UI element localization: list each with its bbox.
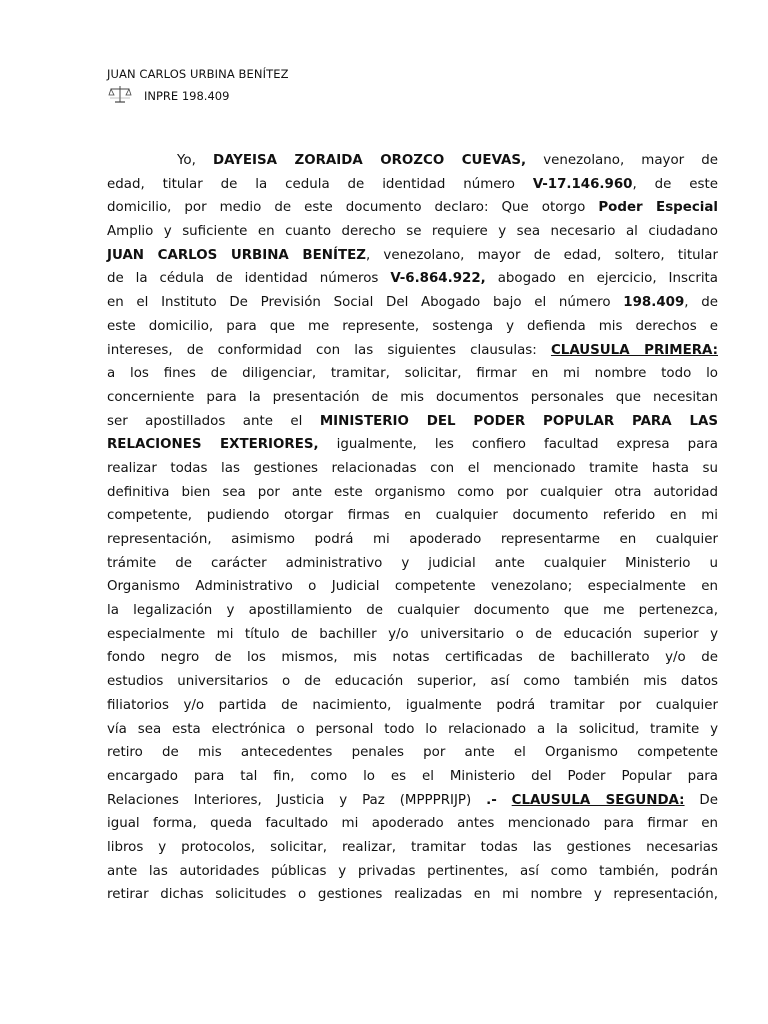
bold-text: 198.409 <box>623 295 685 311</box>
inpre-number: INPRE 198.409 <box>144 89 230 103</box>
text-run: trámite de carácter administrativo y judicial ante cualquier Ministerio u <box>107 555 718 571</box>
text-run: vía sea esta electrónica o personal todo lo relacionado a la solicitud, tramite y <box>107 721 718 737</box>
text-run: ser apostillados ante el <box>107 413 320 429</box>
bold-text: DAYEISA ZORAIDA OROZCO CUEVAS, <box>212 153 527 168</box>
text-line <box>107 386 718 410</box>
text-run: retiro de mis antecedentes penales por ante el Organismo competente <box>107 745 718 761</box>
text-line <box>107 433 718 457</box>
text-run: la legalización y apostillamiento de cualquier documento que me pertenezca, <box>107 603 718 619</box>
text-line <box>107 623 718 647</box>
text-run: concerniente para la presentación de mis documentos personales que necesitan <box>107 389 718 405</box>
text-run: retirar dichas solicitudes o gestiones realizadas en mi nombre y representación, <box>107 887 718 903</box>
power-of-attorney-text <box>107 149 718 907</box>
text-run: este domicilio, para que me represente, sostenga y defienda mis derechos e <box>107 318 718 334</box>
text-run: filiatorios y/o partida de nacimiento, igualmente podrá tramitar por cualquier <box>107 697 718 713</box>
header-credentials <box>108 83 229 105</box>
text-run: libros y protocolos, solicitar, realizar, tramitar todas las gestiones necesarias <box>107 839 718 855</box>
attorney-name-header: JUAN CARLOS URBINA BENÍTEZ <box>107 67 289 81</box>
text-run: en el Instituto De Previsión Social Del Abogado bajo el número <box>107 295 624 311</box>
text-run <box>497 793 512 808</box>
text-line <box>107 173 718 197</box>
text-run: , de <box>684 295 718 311</box>
bold-text: MINISTERIO DEL PODER POPULAR PARA LAS <box>319 413 718 429</box>
text-line <box>107 291 718 315</box>
text-run: competente, pudiendo otorgar firmas en cualquier documento referido en mi <box>107 508 718 524</box>
text-line <box>107 765 718 789</box>
text-line <box>107 339 718 363</box>
text-line <box>107 741 718 765</box>
text-run: domicilio, por medio de este documento declaro: Que otorgo <box>107 200 599 216</box>
bold-text: V-6.864.922, <box>390 271 486 287</box>
clause-heading: CLAUSULA SEGUNDA: <box>511 792 685 808</box>
text-line <box>107 196 718 220</box>
clause-heading: CLAUSULA PRIMERA: <box>550 342 718 358</box>
text-line <box>107 481 718 505</box>
text-run: Organismo Administrativo o Judicial competente venezolano; especialmente en <box>107 579 718 595</box>
bold-text: Poder Especial <box>598 200 718 216</box>
text-run: intereses, de conformidad con las siguientes clausulas: <box>107 342 551 358</box>
text-line <box>107 528 718 552</box>
text-line <box>107 552 718 576</box>
text-line <box>107 149 718 173</box>
text-run: venezolano, mayor de <box>526 153 719 168</box>
text-line <box>107 457 718 481</box>
text-line <box>107 812 718 836</box>
text-line <box>107 860 718 884</box>
text-run: Amplio y suficiente en cuanto derecho se requiere y sea necesario al ciudadano <box>107 224 718 240</box>
text-run: Yo, <box>177 153 213 168</box>
text-run: igual forma, queda facultado mi apoderado antes mencionado para firmar en <box>107 816 718 832</box>
bold-text: JUAN CARLOS URBINA BENÍTEZ <box>107 247 366 263</box>
text-run: , venezolano, mayor de edad, soltero, titular <box>365 247 718 263</box>
text-run: ante las autoridades públicas y privadas pertinentes, así como también, podrán <box>107 863 718 879</box>
text-run: encargado para tal fin, como lo es el Ministerio del Poder Popular para <box>107 768 718 784</box>
bold-text: RELACIONES EXTERIORES, <box>107 437 319 453</box>
text-line <box>107 410 718 434</box>
text-line <box>107 362 718 386</box>
text-run: fondo negro de los mismos, mis notas certificadas de bachillerato y/o de <box>107 650 718 666</box>
text-line <box>107 694 718 718</box>
text-line <box>107 599 718 623</box>
text-line <box>107 883 718 907</box>
text-line <box>107 244 718 268</box>
bold-text: V-17.146.960 <box>532 176 633 192</box>
text-line <box>107 718 718 742</box>
text-run: representación, asimismo podrá mi apoderado representarme en cualquier <box>107 532 718 547</box>
text-line <box>107 504 718 528</box>
text-run: especialmente mi título de bachiller y/o universitario o de educación superior y <box>107 626 718 642</box>
text-line <box>107 267 718 291</box>
text-line <box>107 646 718 670</box>
text-run: igualmente, les confiero facultad expresa para <box>318 437 718 453</box>
text-line <box>107 836 718 860</box>
text-line <box>107 315 718 339</box>
text-run: De <box>684 792 718 808</box>
text-line <box>107 670 718 694</box>
text-line <box>107 220 718 244</box>
text-run: de la cédula de identidad números <box>107 271 391 287</box>
text-run: abogado en ejercicio, Inscrita <box>485 271 719 287</box>
bold-text: .- <box>486 792 497 808</box>
text-run: definitiva bien sea por ante este organismo como por cualquier otra autoridad <box>107 484 718 500</box>
text-run: estudios universitarios o de educación superior, así como también mis datos <box>107 674 718 690</box>
text-run: a los fines de diligenciar, tramitar, solicitar, firmar en mi nombre todo lo <box>107 366 718 382</box>
text-line <box>107 575 718 599</box>
text-line <box>107 789 718 813</box>
text-run: realizar todas las gestiones relacionadas con el mencionado tramite hasta su <box>107 460 718 476</box>
text-run: Relaciones Interiores, Justicia y Paz (MPPPRIJP) <box>107 792 487 808</box>
scales-of-justice-icon <box>108 83 132 105</box>
text-run: edad, titular de la cedula de identidad número <box>107 176 533 192</box>
text-run: , de este <box>632 176 718 192</box>
